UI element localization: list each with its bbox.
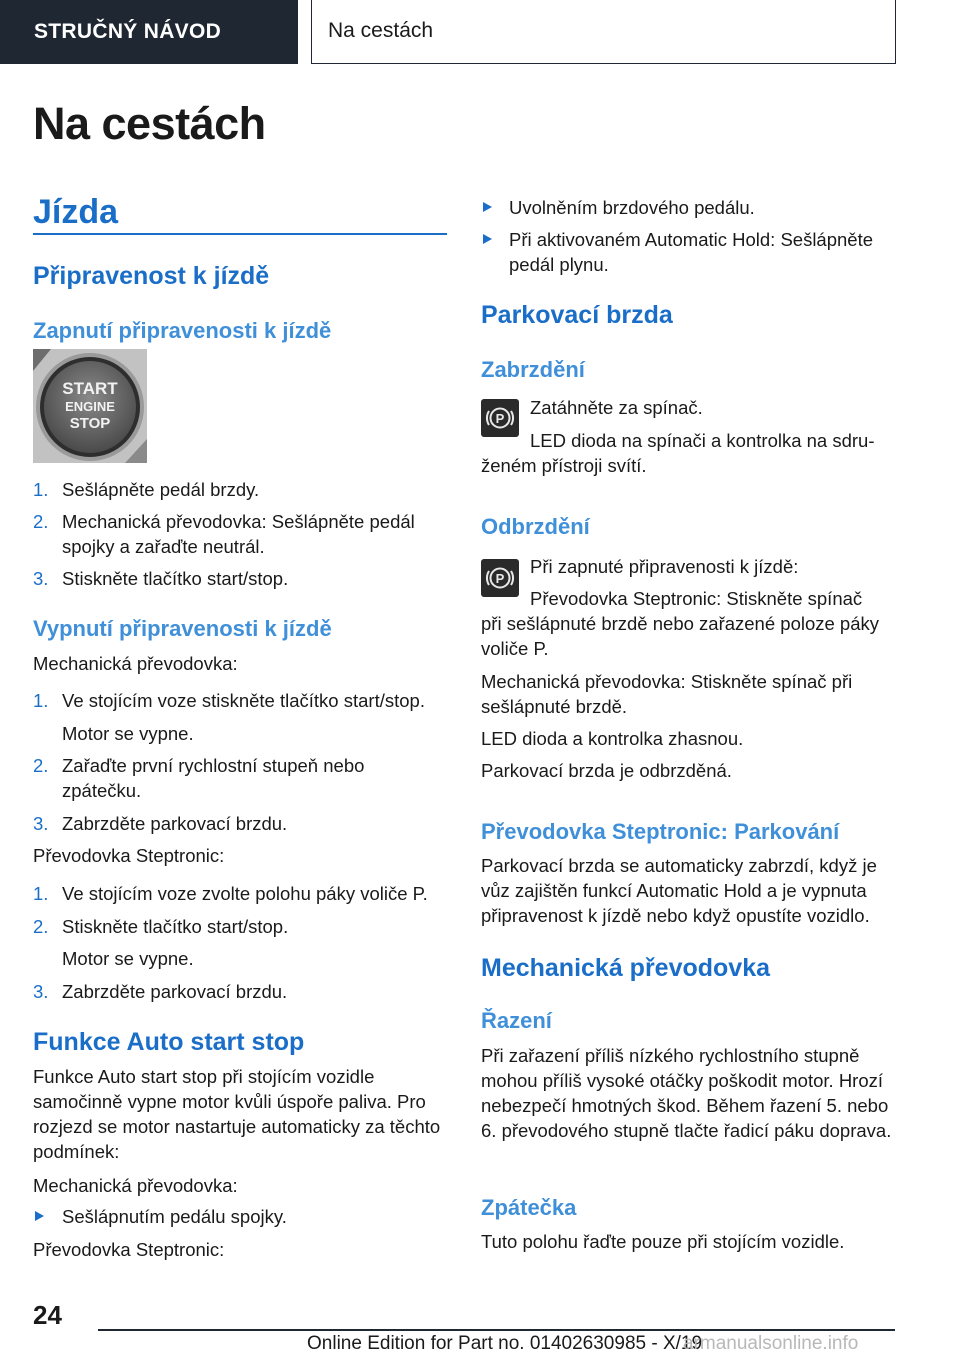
steptronic-label: Převodovka Steptronic: <box>33 845 225 866</box>
heading-odbrzdeni: Odbrzdění <box>481 514 590 539</box>
apply-text-1: Zatáhněte za spínač. <box>530 397 703 418</box>
watermark: armanualsonline.info <box>683 1333 859 1354</box>
heading-pripravenost: Připravenost k jízdě <box>33 262 270 290</box>
header-chapter-tab: Na cestách <box>311 0 896 64</box>
apply-text-2-start: LED dioda na spínači a kontrolka na sdru- <box>530 430 875 451</box>
release-text-4: LED dioda a kontrolka zhasnou. <box>481 728 744 749</box>
autostart-steptronic-label: Převodovka Steptronic: <box>33 1239 225 1260</box>
heading-auto-start-stop: Funkce Auto start stop <box>33 1028 305 1056</box>
step-subtext: Motor se vypne. <box>62 948 194 969</box>
step-text: Stiskněte tlačítko start/stop. <box>62 568 289 589</box>
bullet-text: Sešlápnutím pedálu spojky. <box>62 1206 287 1227</box>
heading-zabrzdeni: Zabrzdění <box>481 357 585 382</box>
header-section-tab: STRUČNÝ NÁVOD <box>0 0 298 64</box>
shift-paragraph: Při zařazení příliš nízkého rychlostního stupně mohou příliš vysoké otáčky poškodit motor. Hrozí nebezpečí hmotných škod. Během řazení 5. nebo 6. převodového stupně tlačte řadicí páku doprava. <box>481 1045 892 1141</box>
heading-zpatecka: Zpátečka <box>481 1195 577 1220</box>
apply-text-2-end: ženém přístroji svítí. <box>481 455 647 476</box>
step-text: Mechanická převodovka: Sešlápněte pedál spojky a zařaďte neutrál. <box>62 511 415 557</box>
start-label: START <box>62 379 118 398</box>
heading-vypnuti: Vypnutí připravenosti k jízdě <box>33 616 332 641</box>
release-text-2-start: Převodovka Steptronic: Stiskněte spínač <box>530 588 863 609</box>
step-text: Ve stojícím voze zvolte polohu páky voliče P. <box>62 883 428 904</box>
svg-text:P: P <box>495 411 505 426</box>
step-number: 1. <box>33 479 49 500</box>
release-text-2-end: při sešlápnuté brzdě nebo zařazené poloze páky voliče P. <box>481 613 880 659</box>
steptronic-park-paragraph: Parkovací brzda se automaticky zabrzdí, když je vůz zajištěn funkcí Automatic Hold a je vypnuta připravenost k jízdě nebo když opustíte vozidlo. <box>481 855 877 926</box>
engine-label: ENGINE <box>65 399 115 414</box>
autostart-paragraph: Funkce Auto start stop při stojícím vozidle samočinně vypne motor kvůli úspoře paliva. Pro rozjezd se motor nastartuje automaticky za těchto podmínek: <box>33 1066 441 1162</box>
release-text-3: Mechanická převodovka: Stiskněte spínač při sešlápnuté brzdě. <box>481 671 853 717</box>
bullet-triangle-icon <box>483 234 492 244</box>
step-text: Stiskněte tlačítko start/stop. <box>62 916 289 937</box>
reverse-paragraph: Tuto polohu řaďte pouze při stojícím vozidle. <box>481 1231 845 1252</box>
manual-label: Mechanická převodovka: <box>33 653 238 674</box>
step-number: 3. <box>33 568 49 589</box>
step-number: 1. <box>33 883 49 904</box>
autostart-manual-label: Mechanická převodovka: <box>33 1175 238 1196</box>
heading-razeni: Řazení <box>481 1008 552 1033</box>
step-number: 2. <box>33 755 49 776</box>
page-number: 24 <box>33 1300 62 1330</box>
heading-parkovaci-brzda: Parkovací brzda <box>481 301 673 329</box>
bullet-triangle-icon <box>35 1211 44 1221</box>
step-text: Zařaďte první rychlostní stupeň nebo zpátečku. <box>62 755 365 801</box>
parking-brake-icon <box>481 399 519 437</box>
step-number: 3. <box>33 813 49 834</box>
step-text: Zabrzděte parkovací brzdu. <box>62 813 288 834</box>
heading-mechanicka-prevodovka: Mechanická převodovka <box>481 954 771 982</box>
footer-rule <box>98 1329 895 1331</box>
section-rule <box>33 233 447 235</box>
parking-brake-icon <box>481 559 519 597</box>
step-number: 3. <box>33 981 49 1002</box>
page-title: Na cestách <box>33 98 266 149</box>
heading-zapnuti: Zapnutí připravenosti k jízdě <box>33 318 332 343</box>
bullet-text: Uvolněním brzdového pedálu. <box>509 197 755 218</box>
step-number: 2. <box>33 916 49 937</box>
step-subtext: Motor se vypne. <box>62 723 194 744</box>
svg-text:P: P <box>495 571 505 586</box>
step-text: Ve stojícím voze stiskněte tlačítko start/stop. <box>62 690 425 711</box>
step-number: 2. <box>33 511 49 532</box>
step-text: Zabrzděte parkovací brzdu. <box>62 981 288 1002</box>
footer-edition: Online Edition for Part no. 01402630985 - X/19 <box>307 1333 703 1354</box>
step-text: Sešlápněte pedál brzdy. <box>62 479 260 500</box>
start-engine-button-image <box>33 349 147 463</box>
stop-label: STOP <box>69 415 111 432</box>
step-number: 1. <box>33 690 49 711</box>
bullet-text: Při aktivovaném Automatic Hold: Sešlápněte pedál plynu. <box>509 229 874 275</box>
heading-steptronic-parkovani: Převodovka Steptronic: Parkování <box>481 819 840 844</box>
release-text-5: Parkovací brzda je odbrzděná. <box>481 760 732 781</box>
section-heading-jizda: Jízda <box>33 193 119 231</box>
bullet-triangle-icon <box>483 202 492 212</box>
release-text-1: Při zapnuté připravenosti k jízdě: <box>530 556 799 577</box>
